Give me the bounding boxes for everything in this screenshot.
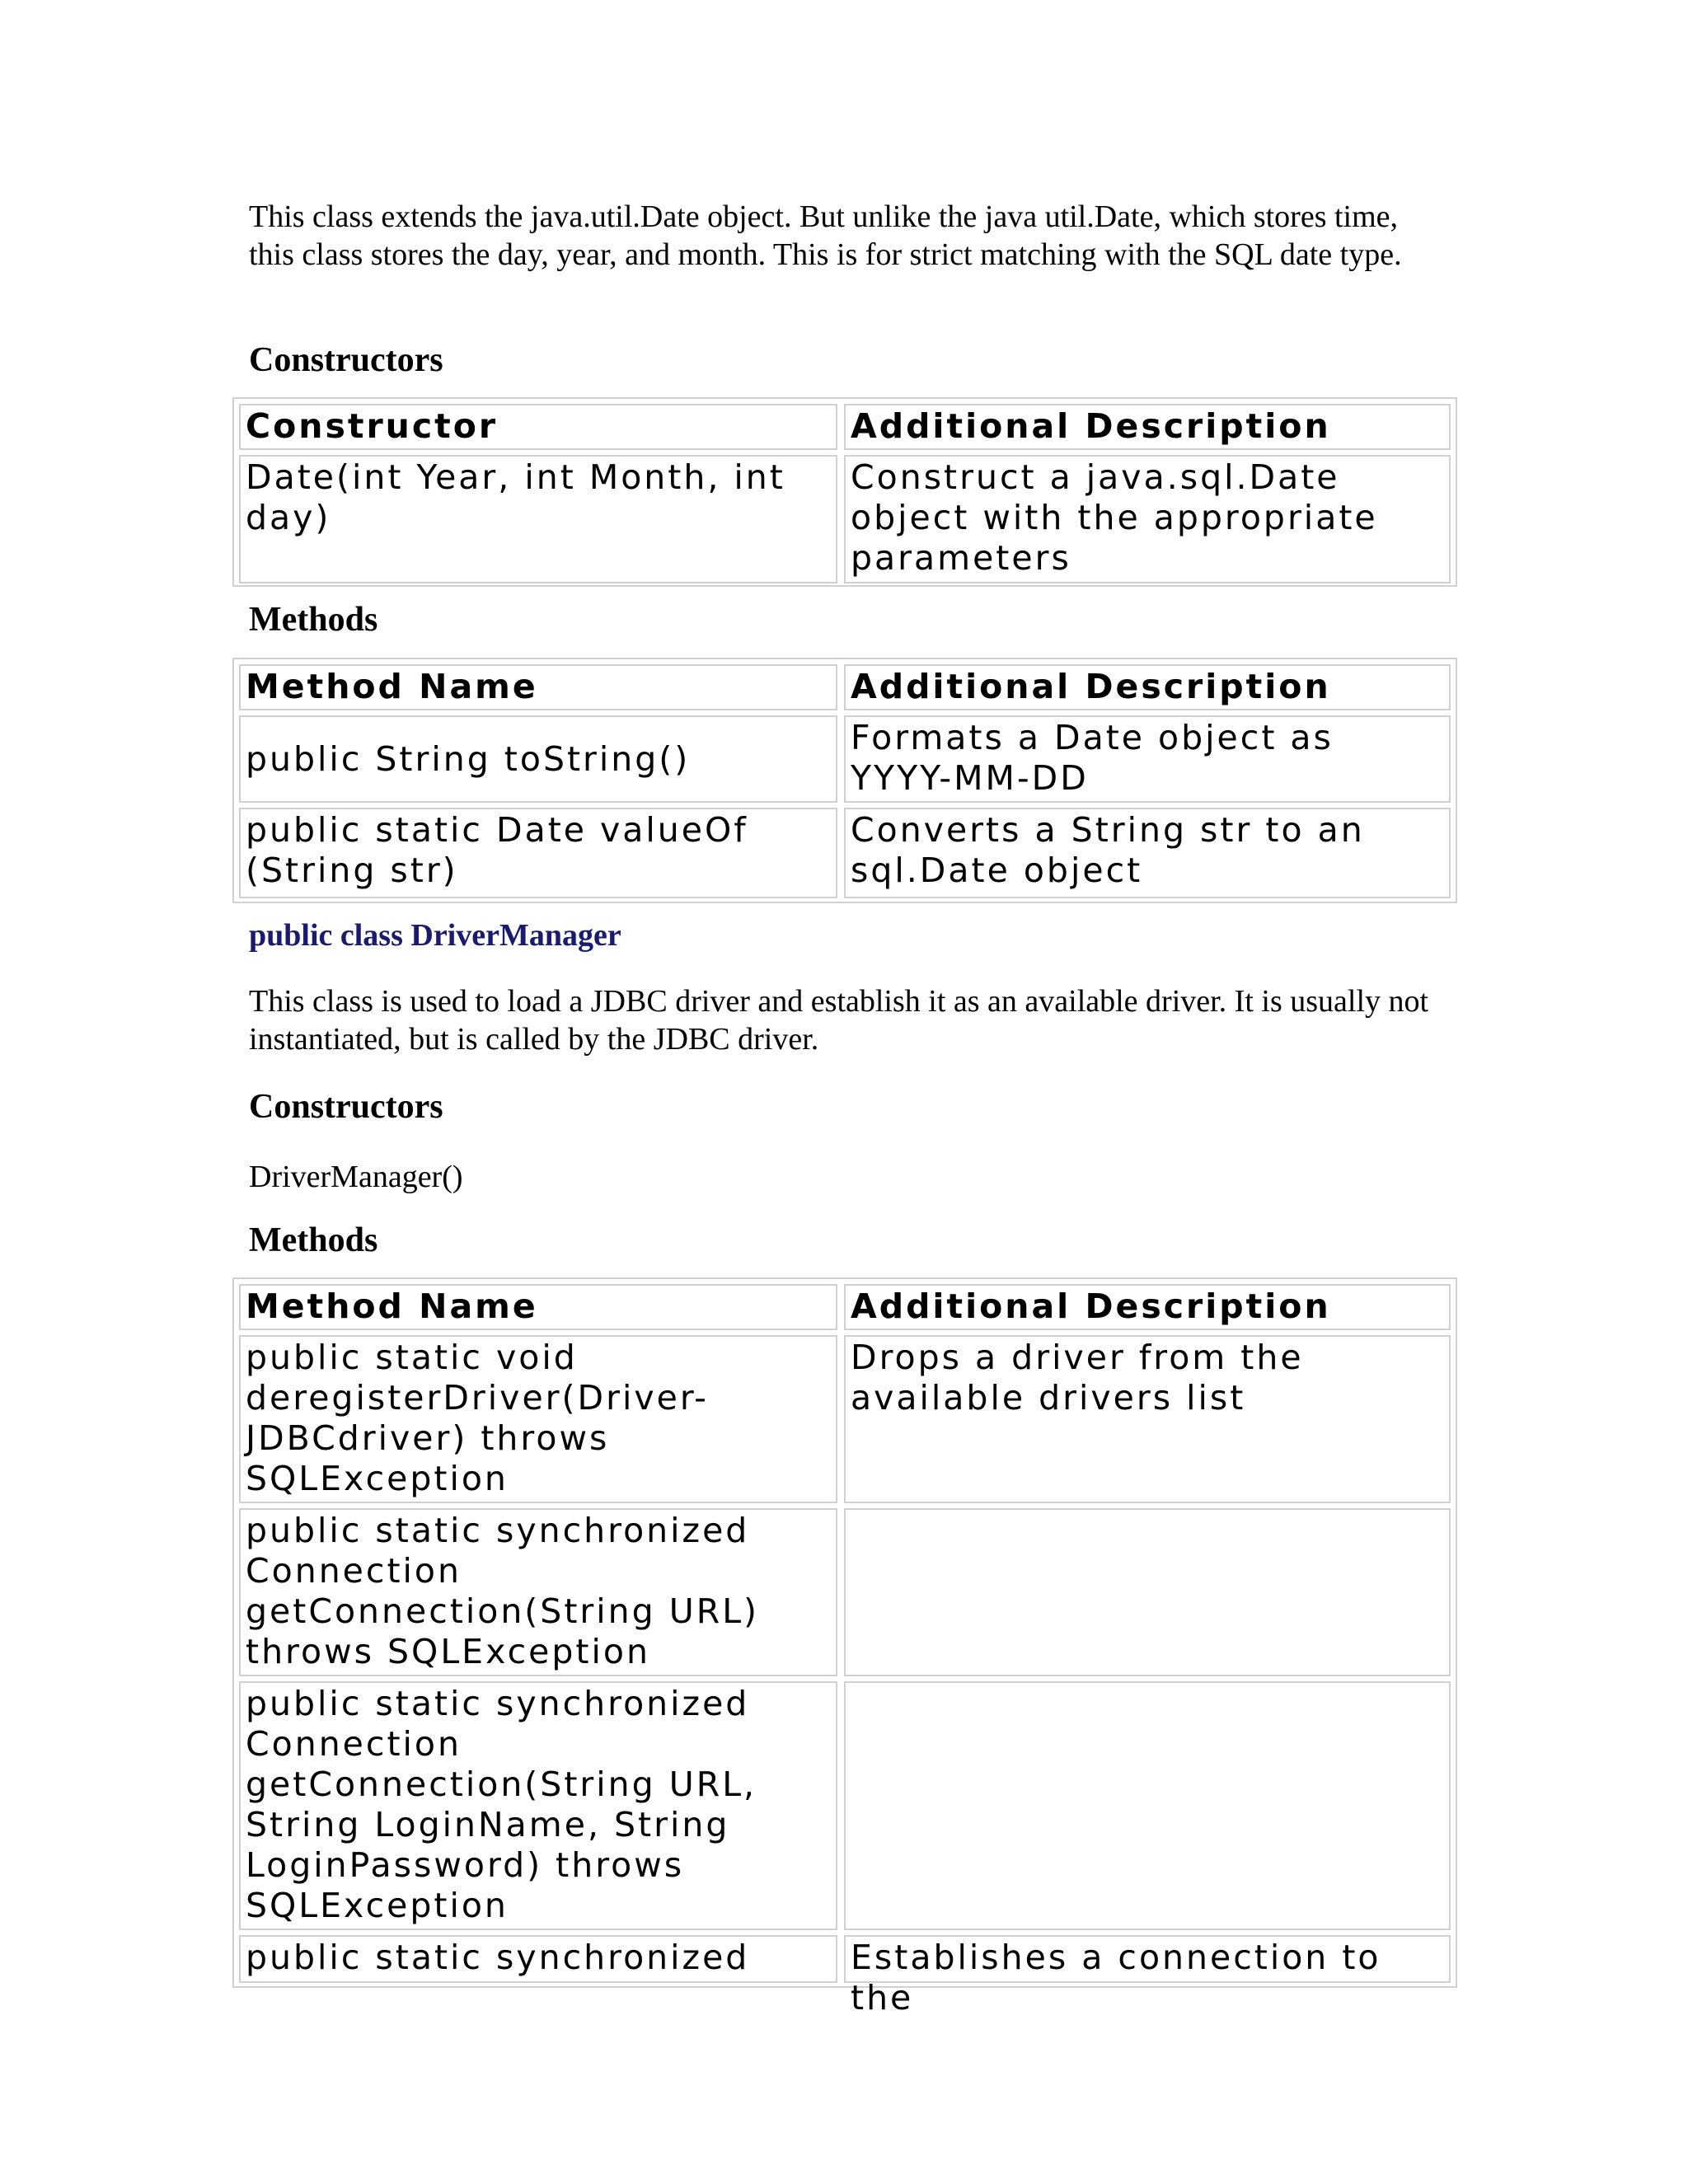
- table-cell: public static synchronized: [239, 1935, 837, 1983]
- table-cell: public static Date valueOf (String str): [239, 808, 837, 898]
- driver-manager-class-heading: public class DriverManager: [249, 918, 621, 953]
- table-row: [234, 1508, 1456, 1676]
- driver-manager-constructors-heading: Constructors: [249, 1088, 443, 1126]
- date-methods-table: [232, 658, 1457, 903]
- table-row: [234, 1681, 1456, 1930]
- date-constructors-table: [232, 397, 1457, 587]
- table-header-cell: Method Name: [239, 1284, 837, 1330]
- table-cell: [239, 715, 837, 803]
- table-row: [234, 715, 1456, 803]
- table-header-row: [234, 1284, 1456, 1330]
- table-row: [234, 1335, 1456, 1503]
- date-constructors-heading: Constructors: [249, 341, 443, 379]
- table-cell: public static synchronized Connection getConnection(String URL, String LoginName, String LoginPassword) throws SQLException: [239, 1681, 837, 1930]
- table-cell: [844, 1681, 1451, 1930]
- table-header-cell: Additional Description: [844, 664, 1451, 710]
- table-cell: Formats a Date object as YYYY-MM-DD: [844, 715, 1451, 803]
- table-header-cell: Additional Description: [844, 1284, 1451, 1330]
- table-header-cell: Additional Description: [844, 404, 1451, 450]
- table-header-row: [234, 404, 1456, 450]
- table-cell: public static synchronized Connection getConnection(String URL) throws SQLException: [239, 1508, 837, 1676]
- table-row: [234, 455, 1456, 583]
- table-cell: [844, 1508, 1451, 1676]
- driver-manager-methods-table: [232, 1277, 1457, 2018]
- table-cell: Drops a driver from the available drivers list: [844, 1335, 1451, 1503]
- table-cell: public static void deregisterDriver(Driver-JDBCdriver) throws SQLException: [239, 1335, 837, 1503]
- table-row: [234, 1935, 1456, 2018]
- table-header-cell: Method Name: [239, 664, 837, 710]
- table-cell: Converts a String str to an sql.Date object: [844, 808, 1451, 898]
- driver-manager-methods-heading: Methods: [249, 1221, 378, 1259]
- date-class-intro: This class extends the java.util.Date object. But unlike the java util.Date, which stores time, this class stores the day, year, and month. This is for strict matching with the SQL date type.: [249, 199, 1402, 272]
- table-header-cell: Constructor: [239, 404, 837, 450]
- table-cell: Establishes a connection to the: [844, 1935, 1451, 1983]
- method-signature: public String toString(): [246, 739, 691, 779]
- driver-manager-constructor: DriverManager(): [249, 1160, 463, 1194]
- date-methods-heading: Methods: [249, 601, 378, 639]
- driver-manager-intro: This class is used to load a JDBC driver and establish it as an available driver. It is usually not instantiated, but is called by the JDBC driver.: [249, 984, 1429, 1057]
- table-header-row: [234, 664, 1456, 710]
- table-cell: Date(int Year, int Month, int day): [239, 455, 837, 583]
- table-cell: Construct a java.sql.Date object with the appropriate parameters: [844, 455, 1451, 583]
- table-row: [234, 808, 1456, 898]
